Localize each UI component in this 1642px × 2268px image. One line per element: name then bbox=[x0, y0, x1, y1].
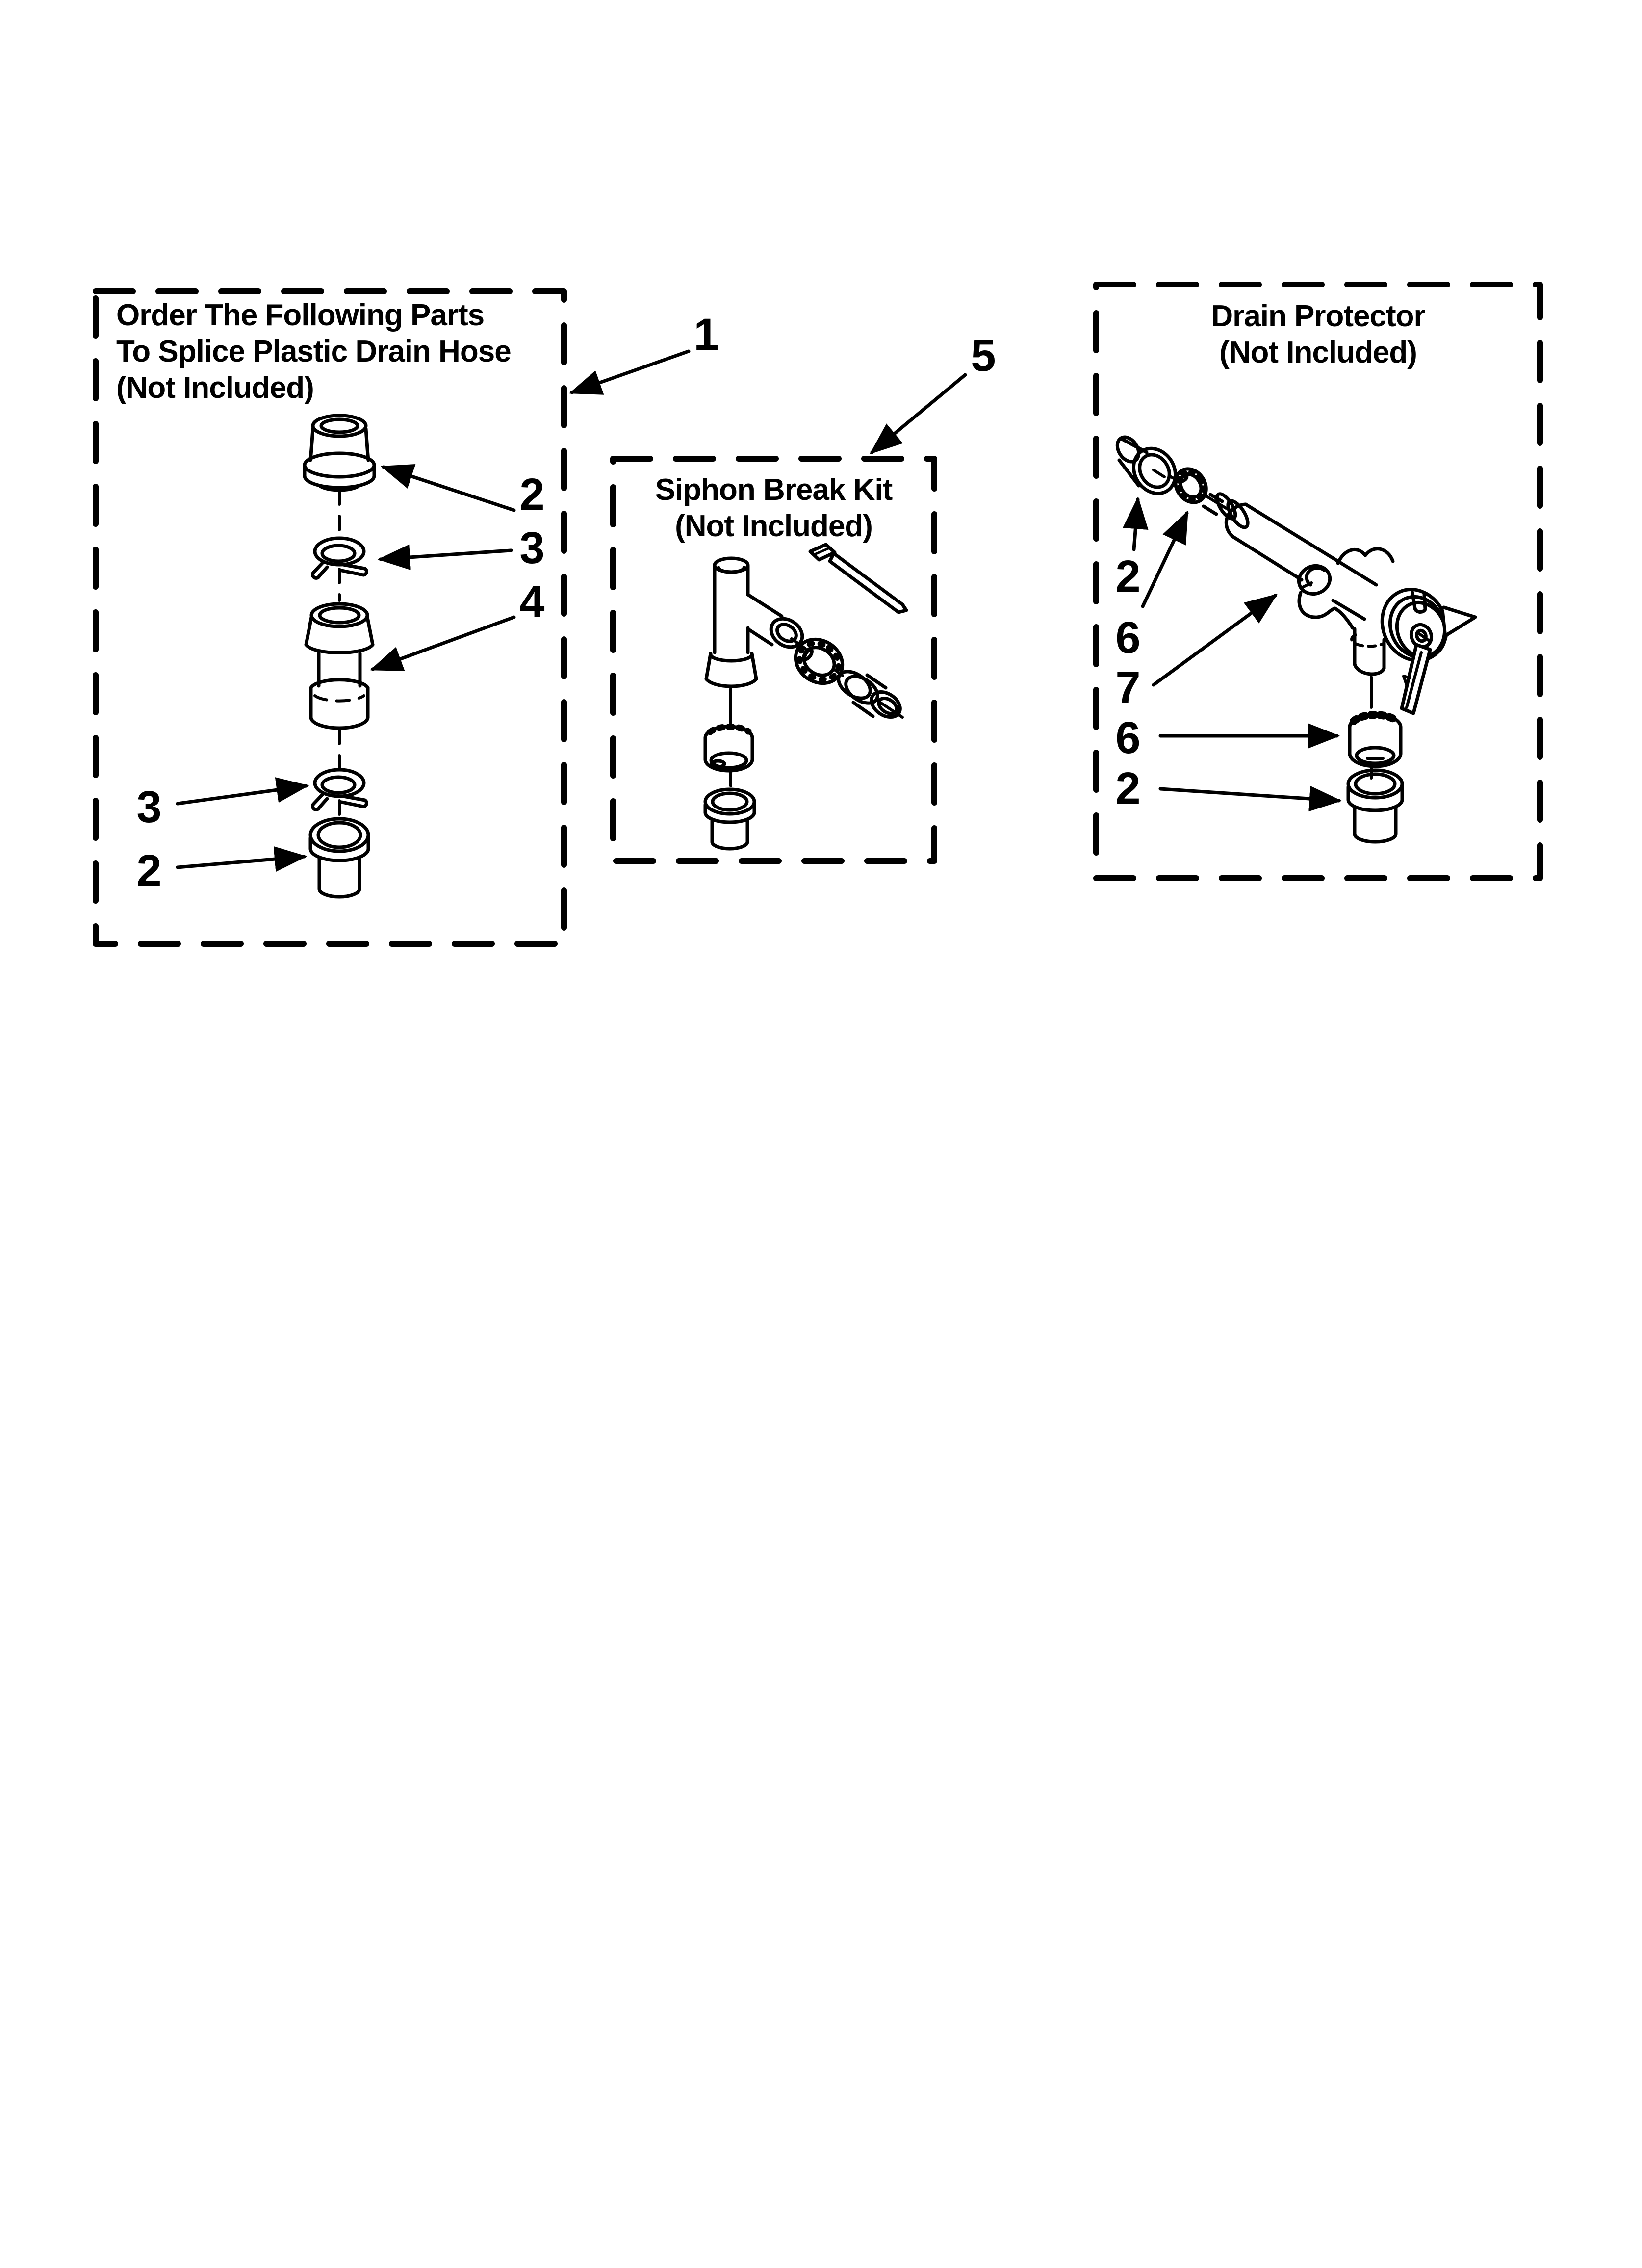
splice-part-hose-mender bbox=[306, 604, 373, 728]
drain-box-title bbox=[1096, 298, 1540, 371]
siphon-part-ribbed-nut bbox=[787, 630, 851, 692]
drain-box-title-line1: Drain Protector bbox=[1211, 299, 1425, 333]
callout-splice-mender: 4 bbox=[519, 577, 545, 627]
splice-part-coupling-top bbox=[305, 416, 374, 490]
drain-part-valve-body bbox=[1204, 491, 1475, 713]
callout-drain-clamp-lower: 6 bbox=[1115, 713, 1141, 763]
splice-part-coupling-bottom bbox=[310, 819, 368, 897]
box-ref-arrows bbox=[572, 351, 965, 452]
siphon-part-cable-tie bbox=[810, 545, 906, 612]
callout-splice-clamp-top: 3 bbox=[519, 523, 545, 573]
siphon-part-drain-plug bbox=[705, 789, 754, 849]
siphon-part-tee-pipe bbox=[706, 558, 808, 724]
siphon-box-title bbox=[613, 472, 934, 545]
siphon-part-clamp-band bbox=[705, 727, 752, 786]
callout-splice-coupling-bottom: 2 bbox=[136, 846, 162, 896]
drain-box-title-line2: (Not Included) bbox=[1219, 336, 1417, 369]
callout-drain-coupling-upper: 2 bbox=[1115, 551, 1141, 601]
siphon-box-title-line1: Siphon Break Kit bbox=[655, 473, 893, 507]
callout-drain-coupling-lower: 2 bbox=[1115, 763, 1141, 813]
splice-box-title-line1: Order The Following Parts bbox=[116, 298, 485, 332]
callout-ref-siphon-box: 5 bbox=[971, 331, 996, 381]
splice-box-title bbox=[116, 297, 511, 406]
drain-part-clamp-band bbox=[1350, 714, 1401, 766]
splice-callout-arrows bbox=[178, 467, 514, 867]
callout-drain-valve-body: 7 bbox=[1115, 663, 1141, 713]
siphon-part-hose-adapter bbox=[834, 666, 905, 723]
callout-splice-coupling-top: 2 bbox=[519, 469, 545, 520]
callout-splice-clamp-bottom: 3 bbox=[136, 782, 162, 832]
siphon-box-title-line2: (Not Included) bbox=[675, 509, 872, 543]
drain-part-coupling-upper bbox=[1113, 433, 1183, 501]
splice-box-title-line2: To Splice Plastic Drain Hose bbox=[116, 335, 511, 368]
drain-part-coupling-lower bbox=[1348, 770, 1402, 842]
callout-drain-ring-upper: 6 bbox=[1115, 613, 1141, 663]
splice-box-title-line3: (Not Included) bbox=[116, 371, 314, 405]
callout-ref-splice-box: 1 bbox=[693, 310, 719, 360]
